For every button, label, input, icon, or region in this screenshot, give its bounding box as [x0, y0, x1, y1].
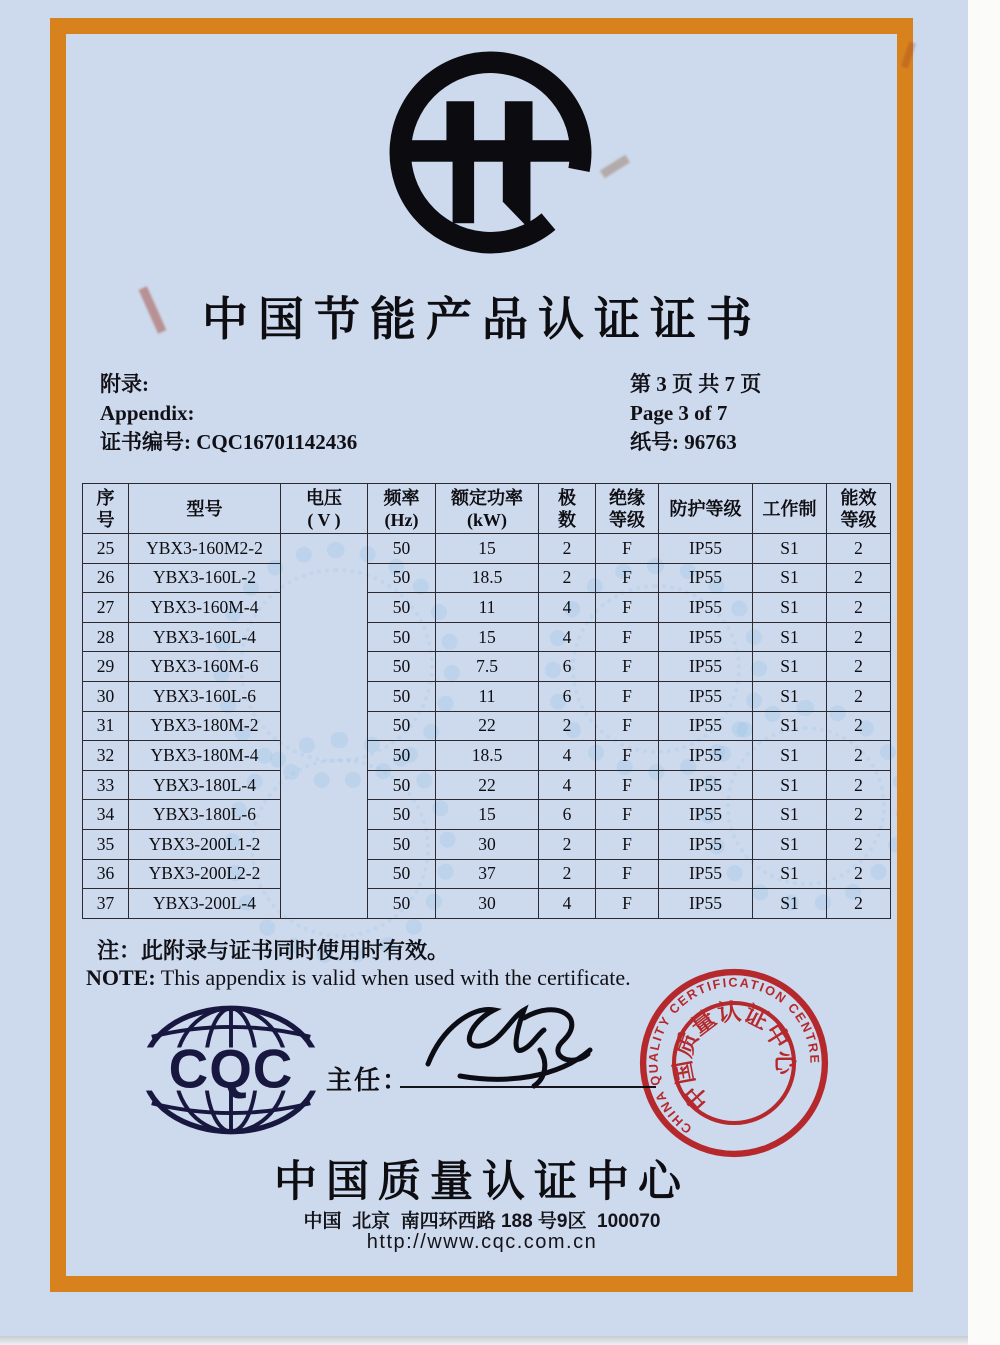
table-cell: 4 [539, 622, 596, 652]
table-cell: F [596, 800, 659, 830]
table-cell: IP55 [659, 829, 753, 859]
table-cell: 2 [827, 593, 891, 623]
table-row [83, 829, 891, 859]
note-cn: 注：此附录与证书同时使用时有效。 [97, 938, 450, 963]
table-cell: YBX3-160M2-2 [129, 534, 281, 564]
table-cell: 2 [827, 829, 891, 859]
table-cell: F [596, 534, 659, 564]
table-cell: 36 [83, 859, 129, 889]
column-header-frequency: 频率 (Hz) [368, 484, 436, 534]
director-signature [420, 998, 595, 1090]
table-cell: 2 [539, 829, 596, 859]
table-row [83, 711, 891, 741]
appendix-meta-right [630, 370, 761, 457]
table-cell: 4 [539, 593, 596, 623]
table-cell: YBX3-180L-6 [129, 800, 281, 830]
note-en-label: NOTE: [86, 965, 156, 990]
table-cell: IP55 [659, 652, 753, 682]
column-header-efficiency-grade: 能效 等级 [827, 484, 891, 534]
footer-address: 中国 北京 南四环西路 188 号9区 100070 [303, 1211, 661, 1232]
table-cell: 50 [368, 681, 436, 711]
table-row [83, 593, 891, 623]
table-cell: 2 [827, 534, 891, 564]
table-cell: 37 [83, 889, 129, 919]
scan-edge-bottom [0, 1336, 968, 1345]
paper-number-label: 纸号: [630, 430, 679, 454]
table-cell: S1 [753, 889, 827, 919]
table-cell: IP55 [659, 889, 753, 919]
table-cell: F [596, 652, 659, 682]
table-row [83, 652, 891, 682]
table-cell: IP55 [659, 681, 753, 711]
table-cell: YBX3-160M-6 [129, 652, 281, 682]
table-cell: 11 [436, 681, 539, 711]
table-cell: IP55 [659, 711, 753, 741]
stamp-text-cn: 中国质量认证中心 [670, 999, 797, 1115]
table-cell: 2 [827, 711, 891, 741]
table-cell: 4 [539, 741, 596, 771]
table-cell: 2 [827, 622, 891, 652]
table-cell: S1 [753, 741, 827, 771]
note-en-text: This appendix is valid when used with the certificate. [155, 965, 631, 990]
table-cell: S1 [753, 534, 827, 564]
table-cell: 2 [539, 711, 596, 741]
table-row [83, 681, 891, 711]
table-cell: 50 [368, 534, 436, 564]
cqc-globe-logo-icon [138, 1003, 324, 1137]
table-cell: YBX3-180L-4 [129, 770, 281, 800]
column-header-rated-power: 额定功率 (kW) [436, 484, 539, 534]
column-header-poles: 极 数 [539, 484, 596, 534]
cqc-logo-text: CQC [168, 1037, 294, 1100]
table-cell: F [596, 889, 659, 919]
table-cell: YBX3-200L-4 [129, 889, 281, 919]
table-cell: 50 [368, 829, 436, 859]
table-cell: 50 [368, 652, 436, 682]
table-cell: 50 [368, 859, 436, 889]
table-cell: S1 [753, 652, 827, 682]
table-row [83, 859, 891, 889]
table-cell: YBX3-160L-2 [129, 563, 281, 593]
table-cell: F [596, 622, 659, 652]
column-header-model: 型号 [129, 484, 281, 534]
table-cell: F [596, 593, 659, 623]
table-cell: 50 [368, 622, 436, 652]
table-cell: 30 [436, 829, 539, 859]
table-row [83, 622, 891, 652]
page-number-en: Page 3 of 7 [630, 401, 728, 425]
footer-organization: 中国质量认证中心 [274, 1158, 690, 1206]
table-cell: F [596, 770, 659, 800]
table-cell: S1 [753, 829, 827, 859]
page-number-cn: 第 3 页 共 7 页 [630, 372, 762, 396]
table-row [83, 563, 891, 593]
table-cell: S1 [753, 622, 827, 652]
table-cell: S1 [753, 859, 827, 889]
table-cell: S1 [753, 711, 827, 741]
appendix-label-cn: 附录: [100, 372, 149, 396]
table-cell: F [596, 741, 659, 771]
table-cell: 4 [539, 770, 596, 800]
note-en [86, 965, 631, 991]
table-cell: YBX3-200L2-2 [129, 859, 281, 889]
table-row [83, 800, 891, 830]
paper-number-value: 96763 [684, 430, 737, 454]
cqc-red-stamp [634, 963, 834, 1163]
table-cell: 50 [368, 800, 436, 830]
table-cell: 6 [539, 800, 596, 830]
table-cell: IP55 [659, 622, 753, 652]
table-cell: YBX3-160L-6 [129, 681, 281, 711]
paper-number-line [630, 428, 761, 457]
certificate-title: 中国节能产品认证证书 [202, 293, 762, 345]
voltage-merged-cell [281, 534, 368, 919]
table-cell: 50 [368, 770, 436, 800]
table-cell: 29 [83, 652, 129, 682]
column-header-seq: 序 号 [83, 484, 129, 534]
table-cell: 50 [368, 593, 436, 623]
table-cell: 50 [368, 711, 436, 741]
table-cell: IP55 [659, 800, 753, 830]
table-cell: 18.5 [436, 741, 539, 771]
table-cell: 6 [539, 652, 596, 682]
table-cell: YBX3-200L1-2 [129, 829, 281, 859]
table-cell: 2 [827, 741, 891, 771]
table-row [83, 770, 891, 800]
table-cell: 30 [83, 681, 129, 711]
table-cell: 6 [539, 681, 596, 711]
table-cell: S1 [753, 593, 827, 623]
scan-edge-right [968, 0, 1000, 1345]
certificate-number-line [100, 428, 357, 457]
table-cell: 27 [83, 593, 129, 623]
certificate-number-label: 证书编号: [100, 430, 191, 454]
table-cell: 25 [83, 534, 129, 564]
table-cell: 2 [539, 859, 596, 889]
column-header-voltage: 电压 ( V ) [281, 484, 368, 534]
table-cell: S1 [753, 770, 827, 800]
appendix-meta-left [100, 370, 357, 457]
stamp-text-en: CHINA QUALITY CERTIFICATION CENTRE [645, 974, 823, 1137]
column-header-duty: 工作制 [753, 484, 827, 534]
appendix-label-en: Appendix: [100, 401, 195, 425]
table-cell: 2 [539, 534, 596, 564]
table-cell: IP55 [659, 770, 753, 800]
table-cell: 35 [83, 829, 129, 859]
table-cell: 2 [827, 563, 891, 593]
spec-table-body [83, 534, 891, 919]
table-cell: 37 [436, 859, 539, 889]
table-cell: YBX3-160M-4 [129, 593, 281, 623]
footer-url: http://www.cqc.com.cn [366, 1231, 598, 1253]
table-cell: IP55 [659, 534, 753, 564]
table-cell: 26 [83, 563, 129, 593]
table-cell: 2 [827, 681, 891, 711]
table-cell: S1 [753, 563, 827, 593]
table-cell: 50 [368, 889, 436, 919]
table-cell: 32 [83, 741, 129, 771]
table-cell: 4 [539, 889, 596, 919]
table-cell: 2 [827, 652, 891, 682]
table-cell: 18.5 [436, 563, 539, 593]
table-cell: F [596, 711, 659, 741]
column-header-protection-class: 防护等级 [659, 484, 753, 534]
table-row [83, 889, 891, 919]
table-cell: 2 [827, 770, 891, 800]
table-cell: 30 [436, 889, 539, 919]
energy-saving-emblem-icon [388, 50, 593, 255]
table-cell: 7.5 [436, 652, 539, 682]
table-cell: IP55 [659, 593, 753, 623]
table-cell: 2 [539, 563, 596, 593]
table-cell: 11 [436, 593, 539, 623]
table-row [83, 534, 891, 564]
table-cell: 34 [83, 800, 129, 830]
column-header-insulation-class: 绝缘 等级 [596, 484, 659, 534]
table-cell: 50 [368, 741, 436, 771]
table-cell: 2 [827, 889, 891, 919]
table-cell: IP55 [659, 563, 753, 593]
table-cell: YBX3-160L-4 [129, 622, 281, 652]
table-cell: 2 [827, 859, 891, 889]
spec-table [82, 483, 891, 919]
table-cell: S1 [753, 681, 827, 711]
certificate-number-value: CQC16701142436 [196, 430, 358, 454]
table-cell: 33 [83, 770, 129, 800]
table-cell: 15 [436, 800, 539, 830]
table-cell: F [596, 829, 659, 859]
table-cell: 22 [436, 711, 539, 741]
table-cell: 15 [436, 534, 539, 564]
table-cell: S1 [753, 800, 827, 830]
svg-text:中国质量认证中心 [669, 998, 798, 1114]
table-cell: 31 [83, 711, 129, 741]
table-row [83, 741, 891, 771]
table-cell: F [596, 859, 659, 889]
table-cell: 2 [827, 800, 891, 830]
table-cell: YBX3-180M-4 [129, 741, 281, 771]
table-header-row [83, 484, 891, 534]
table-cell: F [596, 681, 659, 711]
table-cell: F [596, 563, 659, 593]
table-cell: IP55 [659, 741, 753, 771]
director-label: 主任： [326, 1065, 411, 1095]
table-cell: YBX3-180M-2 [129, 711, 281, 741]
table-cell: IP55 [659, 859, 753, 889]
table-cell: 50 [368, 563, 436, 593]
table-cell: 22 [436, 770, 539, 800]
table-cell: 15 [436, 622, 539, 652]
table-cell: 28 [83, 622, 129, 652]
